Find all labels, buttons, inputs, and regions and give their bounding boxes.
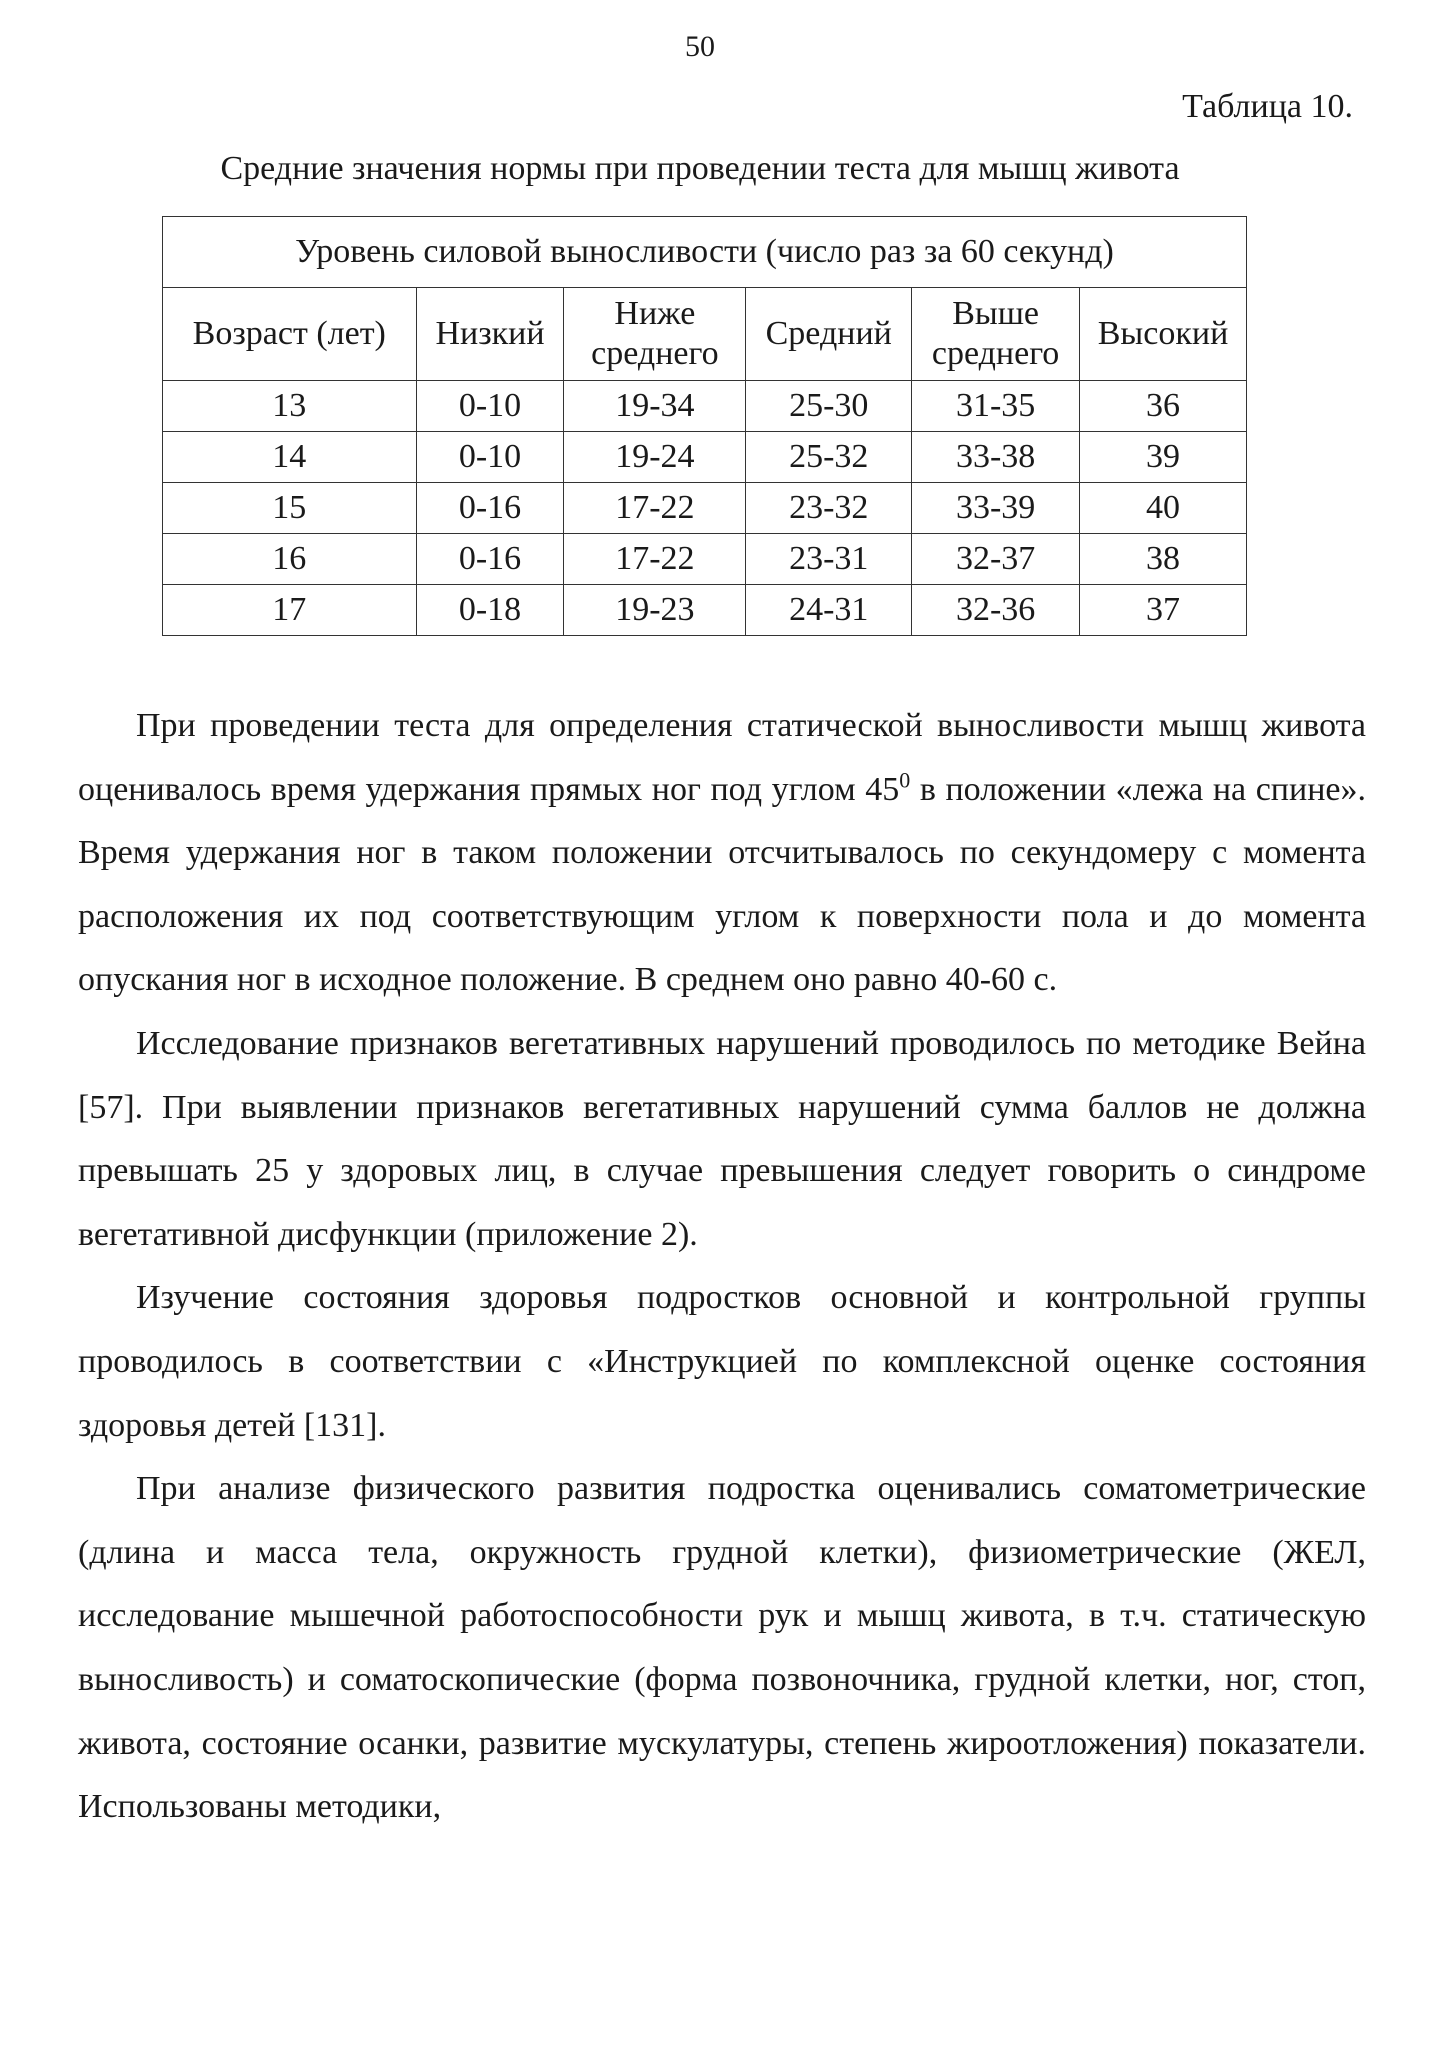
table-title: Средние значения нормы при проведении теста для мышц живота — [220, 150, 1180, 187]
table-cell: 33-39 — [912, 483, 1080, 534]
table-cell: 38 — [1080, 534, 1247, 585]
table-cell: 17-22 — [564, 534, 746, 585]
column-header: Средний — [746, 288, 912, 381]
table-cell: 0-16 — [416, 534, 564, 585]
table-cell: 24-31 — [746, 585, 912, 636]
table-cell: 16 — [163, 534, 417, 585]
table-cell: 14 — [163, 432, 417, 483]
paragraph: Исследование признаков вегетативных нарушений проводилось по методике Вейна [57]. При выявлении признаков вегетативных нарушений сумма баллов не должна превышать 25 у здоровых лиц, в случае превышения следует говорить о синдроме вегетативной дисфункции (приложение 2). — [78, 1024, 1366, 1253]
table-cell: 0-18 — [416, 585, 564, 636]
table-cell: 23-32 — [746, 483, 912, 534]
table-cell: 37 — [1080, 585, 1247, 636]
table-cell: 32-37 — [912, 534, 1080, 585]
table-cell: 39 — [1080, 432, 1247, 483]
table-cell: 13 — [163, 381, 417, 432]
column-header: Ниже среднего — [564, 288, 746, 381]
norms-table — [162, 216, 1247, 636]
column-header: Возраст (лет) — [163, 288, 417, 381]
table-cell: 36 — [1080, 381, 1247, 432]
column-header: Высокий — [1080, 288, 1247, 381]
table-group-header: Уровень силовой выносливости (число раз за 60 секунд) — [163, 217, 1247, 288]
table-cell: 31-35 — [912, 381, 1080, 432]
table-cell: 32-36 — [912, 585, 1080, 636]
table-cell: 25-30 — [746, 381, 912, 432]
table-label: Таблица 10. — [1182, 88, 1353, 125]
table-cell: 19-24 — [564, 432, 746, 483]
table-cell: 17 — [163, 585, 417, 636]
table-row — [163, 483, 1247, 534]
table-cell: 40 — [1080, 483, 1247, 534]
paragraph: При проведении теста для определения статической выносливости мышц живота оценивалось время удержания прямых ног под углом $45^0$ в положении «лежа на спине». Время удержания ног в таком положении отсчитывалось по секундомеру с момента расположения их под соответствующим углом к поверхности пола и до момента опускания ног в исходное положение. В среднем оно равно 40-60 с. — [78, 707, 1366, 999]
table-cell: 17-22 — [564, 483, 746, 534]
body-text — [78, 694, 1366, 1839]
table-cell: 33-38 — [912, 432, 1080, 483]
column-header: Выше среднего — [912, 288, 1080, 381]
degree-superscript: 0 — [899, 767, 911, 793]
table-cell: 0-10 — [416, 381, 564, 432]
page-number: 50 — [685, 30, 715, 63]
table-cell: 25-32 — [746, 432, 912, 483]
table-row — [163, 381, 1247, 432]
table-cell: 19-34 — [564, 381, 746, 432]
table-row — [163, 432, 1247, 483]
paragraph: Изучение состояния здоровья подростков основной и контрольной группы проводилось в соответствии с «Инструкцией по комплексной оценке состояния здоровья детей [131]. — [78, 1279, 1366, 1444]
table-cell: 23-31 — [746, 534, 912, 585]
column-header: Низкий — [416, 288, 564, 381]
paragraph: При анализе физического развития подростка оценивались соматометрические (длина и масса тела, окружность грудной клетки), физиометрические (ЖЕЛ, исследование мышечной работоспособности рук и мышц живота, в т.ч. статическую выносливость) и соматоскопические (форма позвоночника, грудной клетки, ног, стоп, живота, состояние осанки, развитие мускулатуры, степень жироотложения) показатели. Использованы методики, — [78, 1470, 1366, 1826]
table-row — [163, 585, 1247, 636]
table-cell: 19-23 — [564, 585, 746, 636]
table-row — [163, 534, 1247, 585]
table-cell: 0-10 — [416, 432, 564, 483]
table-cell: 0-16 — [416, 483, 564, 534]
table-cell: 15 — [163, 483, 417, 534]
